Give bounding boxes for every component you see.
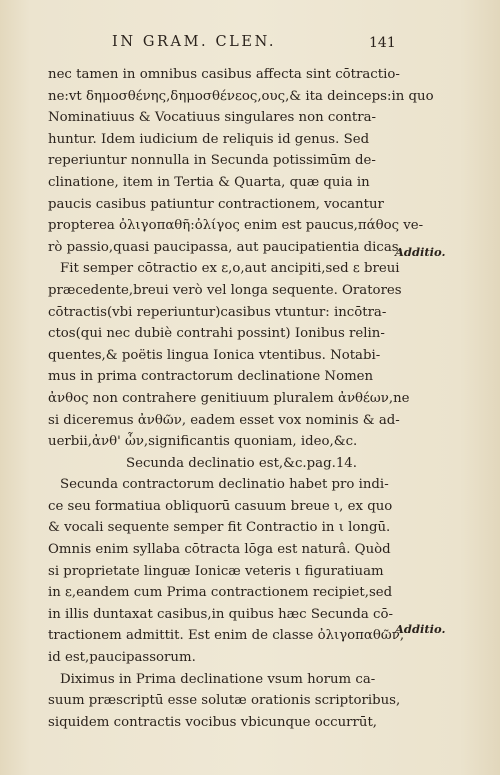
text-line: huntur. Idem iudicium de reliquis id genus. Sed	[48, 131, 370, 147]
text-line: paucis casibus patiuntur contractionem, vocantur	[48, 196, 384, 212]
text-line: id est,paucipassorum.	[48, 650, 196, 666]
text-line: nec tamen in omnibus casibus affecta sint cōtractio-	[48, 67, 400, 82]
paragraph-first-line: Fit semper cōtractio ex ε,ο,aut ancipiti,sed ε breui	[60, 261, 400, 277]
text-line: & vocali sequente semper fit Contractio in ι longū.	[48, 520, 391, 536]
text-line: ne:vt δημοσθένης,δημοσθένεος,ους,& ita deinceps:in quo	[48, 88, 434, 104]
text-line: si proprietate linguæ Ionicæ veteris ι figuratiuam	[48, 563, 384, 579]
page-header	[0, 34, 500, 56]
text-line: mus in prima contractorum declinatione Nomen	[48, 369, 374, 385]
margin-note: Additio.	[395, 622, 446, 636]
text-line: in ε,eandem cum Prima contractionem recipiet,sed	[48, 585, 393, 601]
text-line: tractionem admittit. Est enim de classe ὀλιγοπαθῶν,	[48, 628, 405, 644]
text-line: Omnis enim syllaba cōtracta lōga est naturâ. Quòd	[48, 542, 391, 558]
text-line: uerbii,ἀνθ' ὧν,significantis quoniam, ideo,&c.	[48, 434, 358, 450]
text-line: ce seu formatiua obliquorū casuum breue ι, ex quo	[48, 498, 393, 514]
text-line: reperiuntur nonnulla in Secunda potissimūm de-	[48, 153, 376, 169]
text-line: suum præscriptū esse solutæ orationis scriptoribus,	[48, 693, 401, 709]
text-line: præcedente,breui verò vel longa sequente. Oratores	[48, 282, 402, 298]
cross-reference-line: Secunda declinatio est,&c.pag.14.	[126, 455, 357, 471]
text-line: si diceremus ἀνθῶν, eadem esset vox nominis & ad-	[48, 412, 400, 428]
text-line: propterea ὀλιγοπαθῆ:ὀλίγος enim est paucus,πάθος ve-	[48, 218, 424, 234]
text-line: ctos(qui nec dubiè contrahi possint) Ionibus relin-	[48, 326, 385, 342]
text-line: Nominatiuus & Vocatiuus singulares non contra-	[48, 110, 377, 126]
text-line: clinatione, item in Tertia & Quarta, quæ quia in	[48, 174, 370, 190]
text-line: quentes,& poëtis lingua Ionica vtentibus. Notabi-	[48, 347, 381, 363]
text-line: rò passio,quasi paucipassa, aut paucipatientia dicas.	[48, 239, 403, 255]
text-line: in illis duntaxat casibus,in quibus hæc Secunda cō-	[48, 606, 393, 622]
margin-note: Additio.	[395, 245, 446, 259]
paragraph-first-line: Diximus in Prima declinatione vsum horum ca-	[60, 671, 376, 687]
page-number: 141	[369, 35, 396, 51]
text-line: ἀνθος non contrahere genitiuum pluralem ἀνθέων,ne	[48, 390, 410, 406]
paragraph-first-line: Secunda contractorum declinatio habet pro indi-	[60, 477, 389, 493]
running-head: IN GRAM. CLEN.	[112, 34, 277, 50]
text-line: siquidem contractis vocibus vbicunque occurrūt,	[48, 714, 378, 730]
text-line: cōtractis(vbi reperiuntur)casibus vtuntur: incōtra-	[48, 304, 387, 320]
